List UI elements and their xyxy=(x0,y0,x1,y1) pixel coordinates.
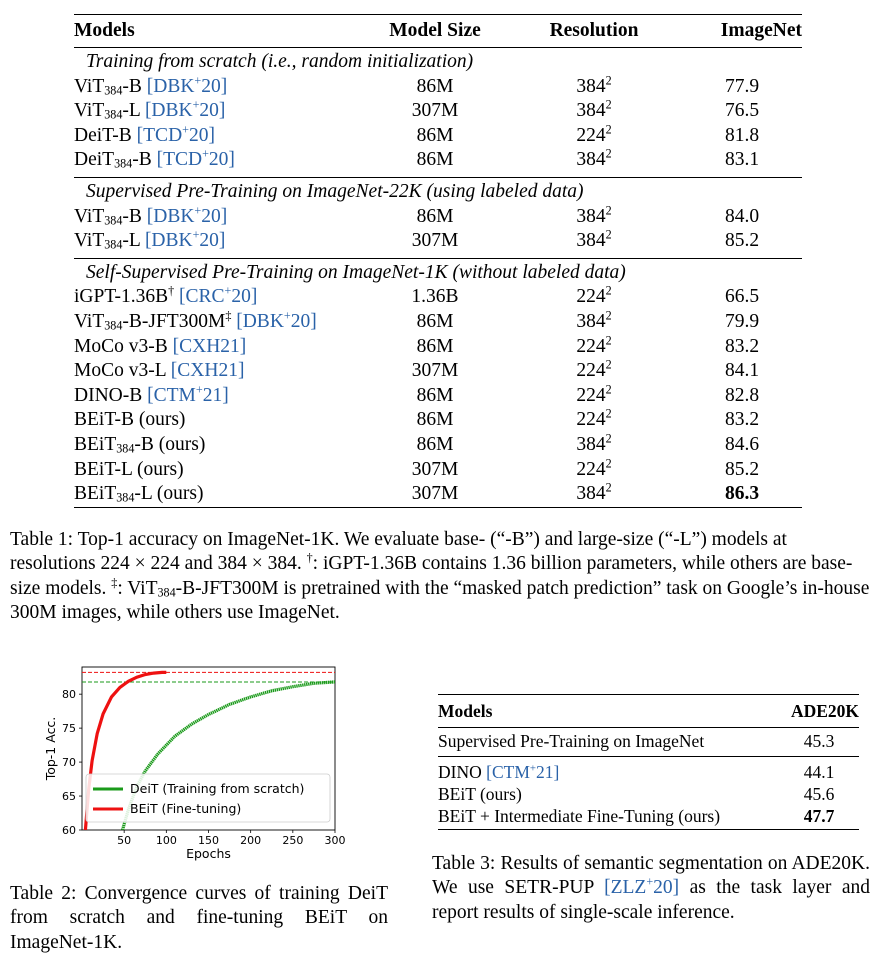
table-row xyxy=(74,359,802,384)
citation-sup: + xyxy=(192,97,200,112)
resolution-cell xyxy=(544,433,644,458)
model-name: MoCo v3-L xyxy=(74,360,171,382)
caption-1-subscript: 384 xyxy=(157,585,176,600)
table-3-group-1 xyxy=(438,728,859,756)
citation-key: [DBK xyxy=(146,205,195,227)
model-suffix: -B (ours) xyxy=(134,433,206,455)
model-name: BEiT xyxy=(74,433,117,455)
chart-svg xyxy=(40,655,345,867)
y-tick-label: 60 xyxy=(62,824,76,837)
citation-link[interactable] xyxy=(156,146,235,171)
t3-bottom-rule xyxy=(438,829,859,830)
imagenet-acc-cell: 82.8 xyxy=(724,384,760,406)
model-name: ViT xyxy=(74,100,105,122)
citation-key: [CXH21] xyxy=(170,360,245,382)
citation-key: [TCD xyxy=(136,124,183,146)
table-3-caption xyxy=(432,852,870,925)
citation-sup: + xyxy=(182,122,189,137)
x-tick-label: 250 xyxy=(282,834,304,847)
model-name-cell xyxy=(74,359,244,384)
table-row xyxy=(74,285,802,310)
citation-year: 20] xyxy=(201,75,228,97)
citation-link[interactable] xyxy=(144,97,226,122)
resolution-exponent: 2 xyxy=(605,203,612,218)
resolution-value: 224 xyxy=(576,384,606,406)
table-row xyxy=(438,730,859,752)
resolution-exponent: 2 xyxy=(605,227,612,242)
model-name: BEiT xyxy=(74,483,117,505)
ade20k-score-cell: 45.6 xyxy=(803,784,835,804)
resolution-exponent: 2 xyxy=(605,456,612,471)
citation-year: 20] xyxy=(290,310,317,332)
citation-link[interactable] xyxy=(136,122,215,146)
model-name: ViT xyxy=(74,205,105,227)
bottom-rule xyxy=(74,507,802,508)
resolution-value: 384 xyxy=(576,205,606,227)
citation-key: [DBK xyxy=(146,75,195,97)
table-row xyxy=(74,408,802,433)
table-2-caption: Table 2: Convergence curves of training DeiT from scratch and fine-tuning BEiT on ImageNet-1K. xyxy=(10,883,388,953)
model-size-cell: 307M xyxy=(411,230,459,252)
imagenet-acc-cell: 79.9 xyxy=(724,310,760,332)
citation-link[interactable] xyxy=(147,382,229,406)
resolution-exponent: 2 xyxy=(605,480,612,495)
model-name: iGPT-1.36B xyxy=(74,286,169,308)
citation-key: [DBK xyxy=(144,230,193,252)
imagenet-acc-cell: 86.3 xyxy=(724,483,760,505)
resolution-exponent: 2 xyxy=(605,122,612,137)
citation-link[interactable] xyxy=(486,762,559,782)
resolution-exponent: 2 xyxy=(605,382,612,397)
model-name-cell xyxy=(438,805,720,827)
imagenet-acc-cell: 83.1 xyxy=(724,149,760,171)
caption-1-text-3: : ViT xyxy=(117,577,158,599)
section-header xyxy=(74,50,802,75)
model-name: DINO-B xyxy=(74,384,148,406)
model-size-cell: 86M xyxy=(416,433,454,455)
ade20k-score-cell: 47.7 xyxy=(803,806,835,826)
citation-key: [DBK xyxy=(144,100,193,122)
citation-sup: + xyxy=(192,227,200,242)
imagenet-acc-cell: 83.2 xyxy=(724,335,760,357)
model-name-cell xyxy=(438,783,522,805)
resolution-cell xyxy=(544,482,644,507)
resolution-value: 384 xyxy=(576,483,606,505)
table-3-group-2 xyxy=(438,757,859,829)
model-name: ViT xyxy=(74,230,105,252)
model-name: MoCo v3-B xyxy=(74,335,173,357)
resolution-value: 384 xyxy=(576,230,606,252)
section-title: Self-Supervised Pre-Training on ImageNet-1K (without labeled data) xyxy=(86,261,626,283)
table-1 xyxy=(74,14,802,508)
col-header-resolution: Resolution xyxy=(549,20,639,41)
section-title: Supervised Pre-Training on ImageNet-22K (using labeled data) xyxy=(86,180,584,202)
model-size-cell: 86M xyxy=(416,335,454,357)
model-name-cell xyxy=(74,148,235,173)
model-size-cell: 307M xyxy=(411,458,459,480)
model-subscript: 384 xyxy=(116,490,135,505)
x-tick-label: 300 xyxy=(324,834,345,847)
model-name: DeiT-B xyxy=(74,124,137,146)
resolution-cell xyxy=(544,124,644,149)
resolution-value: 224 xyxy=(576,286,606,308)
citation-sup: + xyxy=(529,762,536,775)
model-name-cell xyxy=(438,761,559,783)
model-name: BEiT-L (ours) xyxy=(74,458,184,480)
model-size-cell: 86M xyxy=(416,149,454,171)
citation-sup: + xyxy=(646,874,654,889)
model-size-cell: 86M xyxy=(416,75,454,97)
table-3 xyxy=(438,694,859,830)
resolution-value: 384 xyxy=(576,75,606,97)
convergence-chart xyxy=(40,655,345,867)
resolution-cell xyxy=(544,359,644,384)
double-dagger-mark: ‡ xyxy=(111,575,118,590)
citation-sup: + xyxy=(202,146,209,161)
col-header-models: Models xyxy=(438,701,493,721)
citation-year: 20] xyxy=(231,286,258,308)
resolution-exponent: 2 xyxy=(605,431,612,446)
table-row xyxy=(438,783,859,805)
col-header-imagenet: ImageNet xyxy=(720,20,802,41)
model-suffix: -L xyxy=(122,100,145,122)
table-row xyxy=(438,805,859,827)
table-row xyxy=(74,75,802,100)
model-subscript: 384 xyxy=(116,441,135,456)
imagenet-acc-cell: 81.8 xyxy=(724,124,760,146)
resolution-value: 224 xyxy=(576,335,606,357)
citation-key: [ZLZ xyxy=(604,877,647,899)
imagenet-acc-cell: 85.2 xyxy=(724,458,760,480)
model-size-cell: 86M xyxy=(416,384,454,406)
citation-sup: + xyxy=(195,382,203,397)
table-row xyxy=(74,482,802,507)
imagenet-acc-cell: 76.5 xyxy=(724,100,760,122)
citation-year: 21] xyxy=(536,762,560,782)
table-row xyxy=(438,761,859,783)
citation-link[interactable] xyxy=(146,203,228,227)
citation-sup: + xyxy=(194,73,202,88)
x-axis-label: Epochs xyxy=(186,846,231,861)
citation-sup: + xyxy=(283,308,291,323)
model-size-cell: 86M xyxy=(416,124,454,146)
table-row xyxy=(74,458,802,483)
y-tick-label: 65 xyxy=(62,790,76,804)
resolution-value: 224 xyxy=(576,124,606,146)
resolution-cell xyxy=(544,229,644,254)
model-name: DeiT xyxy=(74,149,115,171)
caption-3-text: Table 3: Results of semantic segmentation on ADE20K. We use SETR-PUP xyxy=(432,853,870,899)
model-size-cell: 86M xyxy=(416,409,454,431)
model-subscript: 384 xyxy=(104,107,123,122)
citation-link[interactable] xyxy=(173,336,247,357)
resolution-exponent: 2 xyxy=(605,333,612,348)
y-axis-label: Top-1 Acc. xyxy=(43,716,58,781)
model-name-cell xyxy=(74,124,215,149)
citation[interactable] xyxy=(604,874,680,899)
resolution-cell xyxy=(544,458,644,483)
citation-key: [CXH21] xyxy=(172,335,247,357)
imagenet-acc-cell: 84.0 xyxy=(724,205,760,227)
imagenet-acc-cell: 83.2 xyxy=(724,409,760,431)
resolution-cell xyxy=(544,384,644,409)
citation-link[interactable] xyxy=(179,283,258,308)
resolution-value: 384 xyxy=(576,433,606,455)
dagger-mark: † xyxy=(306,550,313,565)
section-header xyxy=(74,261,802,286)
model-subscript: 384 xyxy=(114,157,133,172)
model-size-cell: 1.36B xyxy=(411,286,459,308)
model-subscript: 384 xyxy=(104,83,123,98)
resolution-exponent: 2 xyxy=(605,73,612,88)
model-size-cell: 86M xyxy=(416,310,454,332)
resolution-cell xyxy=(544,148,644,173)
resolution-value: 384 xyxy=(576,310,606,332)
citation-year: 20] xyxy=(188,124,215,146)
table-row xyxy=(74,124,802,149)
citation-year: 20] xyxy=(208,149,235,171)
resolution-exponent: 2 xyxy=(605,406,612,421)
table-1-body xyxy=(74,50,802,507)
imagenet-acc-cell: 66.5 xyxy=(724,286,760,308)
model-subscript: 384 xyxy=(104,318,123,333)
resolution-exponent: 2 xyxy=(605,146,612,161)
model-name-cell xyxy=(74,205,227,230)
table-1-header xyxy=(74,15,802,47)
citation-sup: + xyxy=(224,283,232,298)
citation-year: 20] xyxy=(201,205,228,227)
imagenet-acc-cell: 77.9 xyxy=(724,75,760,97)
citation-link[interactable] xyxy=(144,227,226,252)
citation-key: [TCD xyxy=(156,149,203,171)
model-name: ViT xyxy=(74,75,105,97)
model-name-cell xyxy=(74,310,317,335)
model-footnote-mark: ‡ xyxy=(225,308,232,323)
citation-key: [DBK xyxy=(236,310,284,332)
model-name: ViT xyxy=(74,310,105,332)
model-subscript: 384 xyxy=(104,237,123,252)
table-row xyxy=(74,205,802,230)
citation-year: 21] xyxy=(202,384,229,406)
x-tick-label: 200 xyxy=(240,834,262,847)
citation-key: [CRC xyxy=(179,286,225,308)
imagenet-acc-cell: 85.2 xyxy=(724,230,760,252)
resolution-exponent: 2 xyxy=(605,357,612,372)
imagenet-acc-cell: 84.6 xyxy=(724,433,760,455)
resolution-cell xyxy=(544,408,644,433)
x-tick-label: 100 xyxy=(155,834,177,847)
model-suffix: -B xyxy=(132,149,157,171)
resolution-cell xyxy=(544,285,644,310)
table-row xyxy=(74,148,802,173)
section-rule xyxy=(74,177,802,178)
model-name-cell xyxy=(74,75,227,100)
resolution-value: 384 xyxy=(576,149,606,171)
model-suffix: -B xyxy=(122,205,147,227)
model-name-cell xyxy=(74,99,225,124)
y-tick-label: 75 xyxy=(62,722,76,736)
resolution-exponent: 2 xyxy=(605,283,612,298)
caption-1-text-2: : iGPT-1.36B contains 1.36 billion parameters, while others are base-size models. xyxy=(10,553,853,599)
citation-link[interactable] xyxy=(171,360,245,381)
model-name-cell xyxy=(74,229,225,254)
table-1-caption xyxy=(10,528,875,626)
table-row xyxy=(74,384,802,409)
ade20k-score-cell: 44.1 xyxy=(803,762,835,782)
model-name-cell xyxy=(74,285,257,310)
col-header-model-size: Model Size xyxy=(389,20,481,41)
header-rule xyxy=(74,47,802,48)
model-footnote-mark: † xyxy=(168,283,175,298)
model-name-cell xyxy=(74,408,185,433)
resolution-value: 224 xyxy=(576,458,606,480)
table-row xyxy=(74,433,802,458)
x-tick-label: 50 xyxy=(117,834,132,847)
resolution-cell xyxy=(544,205,644,230)
citation-year: 20] xyxy=(199,100,226,122)
caption-3-text-2: as the task layer and report results of single-scale inference. xyxy=(432,877,870,923)
model-name: BEiT (ours) xyxy=(438,784,522,804)
model-name-cell xyxy=(74,433,205,458)
section-header xyxy=(74,180,802,205)
citation-year: 20] xyxy=(199,230,226,252)
citation-key: [CTM xyxy=(486,762,530,782)
table-row xyxy=(74,310,802,335)
model-name: Supervised Pre-Training on ImageNet xyxy=(438,731,705,751)
citation-year: 20] xyxy=(653,877,680,899)
resolution-exponent: 2 xyxy=(605,97,612,112)
ade20k-score-cell: 45.3 xyxy=(803,731,835,751)
resolution-value: 224 xyxy=(576,360,606,382)
model-name-cell xyxy=(438,730,704,752)
imagenet-acc-cell: 84.1 xyxy=(724,360,760,382)
model-suffix: -L (ours) xyxy=(134,483,204,505)
y-tick-label: 70 xyxy=(62,756,76,770)
model-size-cell: 307M xyxy=(411,360,459,382)
citation-link[interactable] xyxy=(236,308,317,332)
model-name: BEiT-B (ours) xyxy=(74,409,186,431)
legend-label: DeiT (Training from scratch) xyxy=(130,781,305,796)
resolution-cell xyxy=(544,75,644,100)
x-tick-label: 150 xyxy=(198,834,219,847)
citation-key: [CTM xyxy=(147,384,196,406)
y-tick-label: 80 xyxy=(62,688,76,702)
model-size-cell: 86M xyxy=(416,205,454,227)
caption-1-text-4: -B-JFT300M is pretrained with the “masked patch prediction” task on Google’s in-house 300M images, while others use ImageNet. xyxy=(10,577,870,624)
resolution-value: 224 xyxy=(576,409,606,431)
model-suffix: -B xyxy=(122,75,147,97)
model-name-cell xyxy=(74,458,184,483)
model-suffix: -B-JFT300M xyxy=(122,310,226,332)
section-title: Training from scratch (i.e., random initialization) xyxy=(86,51,474,72)
model-size-cell: 307M xyxy=(411,100,459,122)
citation-link[interactable] xyxy=(146,73,228,97)
table-row xyxy=(74,229,802,254)
citation-sup: + xyxy=(194,203,202,218)
resolution-cell xyxy=(544,335,644,360)
model-name-cell xyxy=(74,384,229,409)
col-header-ade20k: ADE20K xyxy=(790,701,859,721)
model-name: DINO xyxy=(438,762,487,782)
col-header-models: Models xyxy=(74,20,135,41)
legend-label: BEiT (Fine-tuning) xyxy=(130,801,242,816)
model-name: BEiT + Intermediate Fine-Tuning (ours) xyxy=(438,806,721,826)
section-rule xyxy=(74,258,802,259)
resolution-exponent: 2 xyxy=(605,308,612,323)
model-size-cell: 307M xyxy=(411,483,459,505)
model-suffix: -L xyxy=(122,230,145,252)
model-subscript: 384 xyxy=(104,213,123,228)
resolution-cell xyxy=(544,99,644,124)
model-name-cell xyxy=(74,482,204,507)
table-row xyxy=(74,335,802,360)
resolution-value: 384 xyxy=(576,100,606,122)
resolution-cell xyxy=(544,310,644,335)
table-3-header xyxy=(438,695,859,727)
table-row xyxy=(74,99,802,124)
model-name-cell xyxy=(74,335,246,360)
caption-1-text: Table 1: Top-1 accuracy on ImageNet-1K. We evaluate base- (“-B”) and large-size (“-L”) models at resolutions 224 × 224 and 384 × 384. xyxy=(10,529,787,575)
